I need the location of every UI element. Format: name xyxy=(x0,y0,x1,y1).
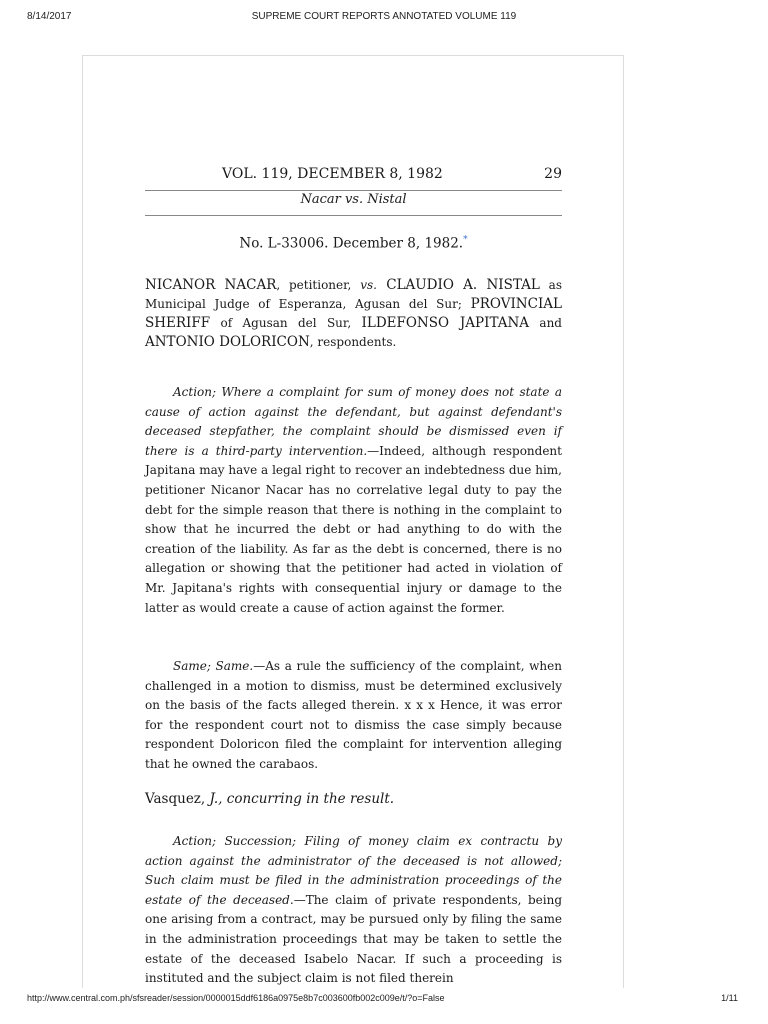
concurring-title: J., concurring in the result. xyxy=(209,791,395,807)
syllabus-body: —Indeed, although respondent Japitana may have a legal right to recover an indebtedness due him, petitioner Nicanor Nacar has no correlative legal duty to pay the debt for the simple reason that there is nothing in the complaint to show that he incurred the debt or had anything to do with the creation of the liability. As far as the debt is concerned, there is no allegation or showing that the petitioner had acted in violation of Mr. Japitana's rights with consequential injury or damage to the latter as would create a cause of action against the former. xyxy=(145,443,562,615)
syllabus-body: —As a rule the sufficiency of the complaint, when challenged in a motion to dismiss, must be determined exclusively on the basis of the facts alleged therein. x x x Hence, it was error for the respondent court not to dismiss the case simply because respondent Doloricon filed the complaint for intervention alleging that he owned the carabaos. xyxy=(145,659,562,771)
page-sheet xyxy=(82,55,624,988)
case-number-text: No. L-33006. December 8, 1982. xyxy=(239,235,464,252)
respondents-role: , respondents. xyxy=(309,335,397,349)
sheriff-desc: of Agusan del Sur, xyxy=(210,316,362,330)
syllabus-heading: Action; Where a complaint for sum of money does not state a cause of action against the defendant, but against defendant's deceased stepfather, the complaint should be dismissed even if there is a third-party intervention. xyxy=(145,385,562,458)
page-number: 29 xyxy=(544,166,562,182)
respondent-desc: as Municipal Judge of Esperanza, Agusan del Sur; xyxy=(145,278,562,311)
case-short-title: Nacar vs. Nistal xyxy=(300,192,407,207)
print-date: 8/14/2017 xyxy=(27,11,72,22)
volume-line: VOL. 119, DECEMBER 8, 1982 xyxy=(222,166,443,182)
header-rule-top xyxy=(145,190,562,191)
last-respondent: ANTONIO DOLORICON xyxy=(145,334,310,350)
syllabus-heading: Same; Same. xyxy=(173,659,254,673)
sheriff-name: PROVINCIAL SHERIFF xyxy=(145,296,562,331)
other-respondents: ILDEFONSO JAPITANA xyxy=(361,315,530,331)
syllabus-body: —The claim of private respondents, being one arising from a contract, may be pursued only by filing the same in the administration proceedings that may be taken to settle the estate of the deceased Isabelo Nacar. If such a proceeding is instituted and the subject claim is not filed therein xyxy=(145,892,563,986)
footnote-link[interactable]: * xyxy=(463,235,468,245)
syllabus-paragraph xyxy=(145,657,562,775)
case-number xyxy=(145,235,562,252)
versus: vs. xyxy=(360,278,377,292)
syllabus-paragraph xyxy=(145,832,562,989)
syllabus-paragraph xyxy=(145,383,562,618)
concurring-opinion-line xyxy=(145,791,562,807)
petitioner-name: NICANOR NACAR xyxy=(145,277,277,293)
case-parties xyxy=(145,276,562,352)
respondent-name: CLAUDIO A. NISTAL xyxy=(376,277,540,293)
page-url: http://www.central.com.ph/sfsreader/session/0000015ddf6186a0975e8b7c003600fb002c009e/t/?o=False xyxy=(27,993,445,1003)
concurring-justice: Vasquez, xyxy=(145,791,210,807)
document-title: SUPREME COURT REPORTS ANNOTATED VOLUME 119 xyxy=(251,11,517,22)
page-counter: 1/11 xyxy=(721,993,738,1003)
conjunction: and xyxy=(529,316,562,330)
header-rule-bottom xyxy=(145,215,562,216)
petitioner-role: , petitioner, xyxy=(276,278,361,292)
syllabus-heading: Action; Succession; Filing of money claim ex contractu by action against the administrator of the deceased is not allowed; Such claim must be filed in the administration proceedings of the estate of the deceased. xyxy=(145,834,562,907)
